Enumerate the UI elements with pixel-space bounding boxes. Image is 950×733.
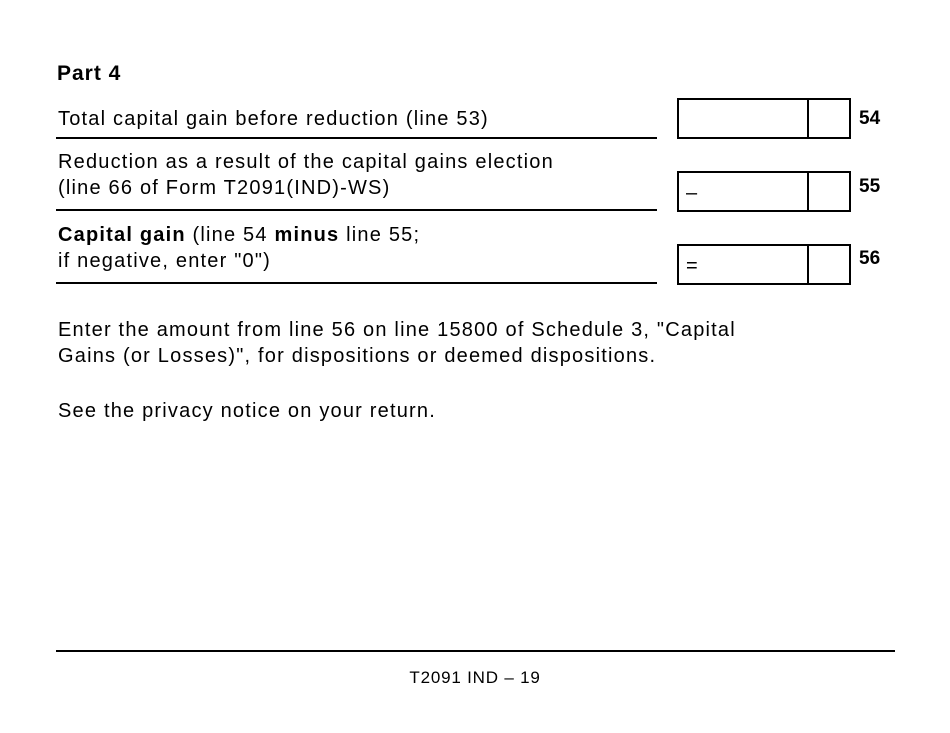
part-heading: Part 4 xyxy=(57,62,122,85)
line-55-cents-input[interactable] xyxy=(809,173,849,210)
page-footer: T2091 IND – 19 xyxy=(409,668,541,687)
privacy-note: See the privacy notice on your return. xyxy=(58,400,437,422)
line-56-number: 56 xyxy=(859,248,881,269)
line-54-amount-box xyxy=(677,98,851,139)
minus-sign: – xyxy=(686,182,698,204)
line-54-dollars-input[interactable] xyxy=(679,100,805,137)
capital-gain-text-b: line 55; xyxy=(339,224,421,246)
line-56-amount-box xyxy=(677,244,851,285)
line-55-dollars-input[interactable] xyxy=(679,173,805,210)
instruction-line-1: Enter the amount from line 56 on line 15800 of Schedule 3, "Capital xyxy=(58,319,736,341)
minus-bold: minus xyxy=(274,224,340,246)
equals-sign: = xyxy=(686,255,698,277)
line-55-rule xyxy=(56,209,657,211)
line-55-label-1: Reduction as a result of the capital gains election xyxy=(58,151,554,173)
line-55-amount-box xyxy=(677,171,851,212)
instruction-line-2: Gains (or Losses)", for dispositions or deemed dispositions. xyxy=(58,345,657,367)
line-54-number: 54 xyxy=(859,108,881,129)
line-54-cents-input[interactable] xyxy=(809,100,849,137)
line-56-label-2: if negative, enter "0") xyxy=(58,250,272,272)
footer-rule xyxy=(56,650,895,652)
line-56-label-1 xyxy=(58,222,420,248)
line-56-dollars-input[interactable] xyxy=(679,246,805,283)
line-56-rule xyxy=(56,282,657,284)
capital-gain-text-a: (line 54 xyxy=(185,224,275,246)
line-54-rule xyxy=(56,137,657,139)
line-55-number: 55 xyxy=(859,176,881,197)
capital-gain-bold: Capital gain xyxy=(58,224,186,246)
line-56-cents-input[interactable] xyxy=(809,246,849,283)
line-54-label: Total capital gain before reduction (line 53) xyxy=(58,108,489,130)
line-55-label-2: (line 66 of Form T2091(IND)-WS) xyxy=(58,177,391,199)
